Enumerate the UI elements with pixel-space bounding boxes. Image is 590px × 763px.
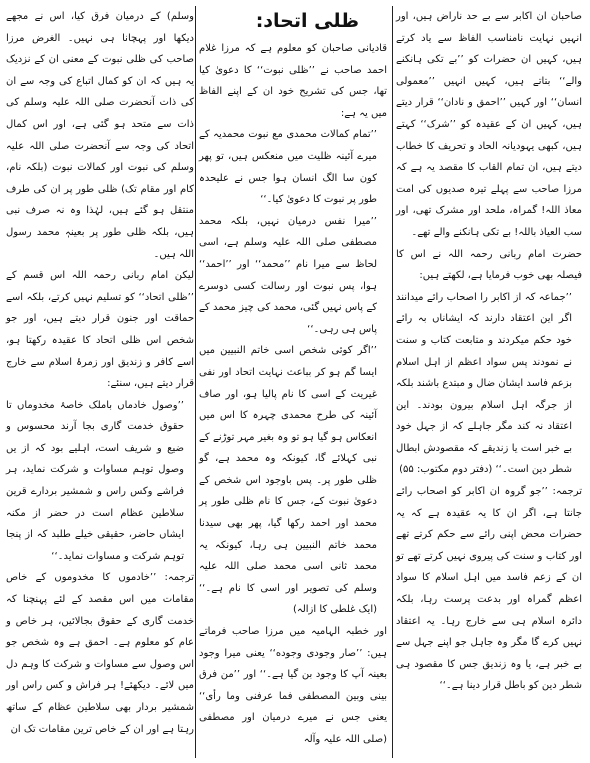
persian-quote: ’’وصول خادماں باملک خاصۂ مخدوماں تا حقوق خدمت گاری بجا آرند محسوس و ضیع و شریف است، اہلیے بود کہ از یں وصول توہم مساوات و شرکت نماید، ہر فراشے وکس راس و شمشیر بردارے قرین سلاطین عظام است در حضر از مکنہ ایشاں حاضر، حقیقی خیلے طلبد کہ از پنجا توہم شرکت و مساوات نماید۔‘‘: [6, 399, 184, 562]
translation: ترجمہ: ’’خادموں کا مخدوموں کے خاص مقامات میں اس مقصد کے لئے پہنچنا کہ خدمت گاری کے حقوق بجالائیں، ہر خاص و عام کو معلوم ہے۔ احمق ہے وہ شخص جو اس وصول سے مساوات و شرکت کا وہم دل میں لائے۔ دیکھئے! ہر فراش و کس راس اور شمشیر بردار بھی سلاطین عظام کے ساتھ رہتا ہے اور ان کے خاص ترین مقامات تک ان: [6, 572, 194, 735]
paragraph: قادیانی صاحبان کو معلوم ہے کہ مرزا غلام احمد صاحب نے ’’ظلی نبوت‘‘ کا دعویٰ کیا تھا، جس کی تشریح خود ان کے اپنے الفاظ میں یہ ہے:: [199, 43, 387, 119]
left-column: [6, 6, 194, 740]
persian-quote: ’’جماعہ کہ از اکابر را اصحاب رائے میدانند اگر این اعتقاد دارند کہ ایشاناں بہ رائے خود حکم میکردند و متابعت کتاب و سنت نے نمودند پس سواد اعظم از اہل اسلام بزعم فاسد ایشان ضال و مبتدع باشند بلکہ از جرگہ اہل اسلام بیرون بودند۔ این اعتقاد نہ کند مگر جاہلے کہ از جہل خود بے خبر است یا زندیقے کہ مقصودش ابطال شطر دین است۔‘‘ (دفتر دوم مکتوب: ۵۵): [396, 291, 572, 476]
right-column: [396, 6, 582, 697]
translation: ترجمہ: ’’جو گروہ ان اکابر کو اصحاب رائے جانتا ہے، اگر ان کا یہ عقیدہ ہے کہ یہ حضرات محض اپنی رائے سے حکم کرتے تھے اور کتاب و سنت کی پیروی نہیں کرتے تھے تو ان کے زعم فاسد میں اہل اسلام کا سواد اعظم گمراہ اور بدعت پرست رہا، بلکہ دائرہ اسلام ہی سے خارج رہا۔ یہ اعتقاد نہیں کرے گا مگر وہ جاہل جو اپنے جہل سے بے خبر ہے، یا وہ زندیق جس کا مقصود ہی شطر دین کو باطل قرار دینا ہے۔‘‘: [396, 486, 582, 692]
column-divider: [195, 6, 196, 758]
column-divider: [392, 6, 393, 758]
paragraph: صاحبان ان اکابر سے بے حد ناراض ہیں، اور انہیں نہایت نامناسب الفاظ سے یاد کرتے ہیں، کہیں ان حضرات کو ’’بے تکی ہانکنے والے‘‘ بتاتے ہیں، کہیں انہیں ’’معمولی انسان‘‘ اور کہیں ’’احمق و نادان‘‘ قرار دیتے ہیں، کہیں ان کے عقیدہ کو ’’شرک‘‘ کہتے ہیں، کبھی یہودیانہ الحاد و تحریف کا خطاب دیتے ہیں، ان تمام القاب کا مقصد یہ ہے کہ مرزا صاحب سے پہلے تیرہ صدیوں کی امت معاذ اللہ! گمراہ، ملحد اور مشرک تھی، اور سب العیاذ باللہ! بے تکی ہانکنے والے تھے۔: [396, 11, 582, 238]
middle-column: [199, 6, 387, 751]
block-quote: ’’تمام کمالات محمدی مع نبوت محمدیہ کے میرے آئینہ ظلیت میں منعکس ہیں، تو پھر کون سا الگ انسان ہوا جس نے علیحدہ طور پر نبوت کا دعویٰ کیا۔‘‘: [199, 129, 377, 206]
paragraph: وسلم) کے درمیان فرق کیا، اس نے مجھے دیکھا اور پہچانا ہی نہیں۔ الغرض مرزا صاحب کی ظلی نبوت کے معنی ان کے نزدیک یہ ہیں کہ ان کو کمال اتباع کی وجہ سے ان کی ذات آنحضرت صلی اللہ علیہ وسلم کی ذات سے متحد ہو گئی ہے، اور اس کمال اتحاد کی وجہ سے آنحضرت صلی اللہ علیہ وسلم کی نبوت اور کمالات نبوت (بلکہ نام، کام اور مقام تک) ظلی طور پر ان کی طرف منتقل ہو گئے ہیں، لہٰذا وہ نہ صرف نبی ہیں، بلکہ ظلی طور پر بعینہٖ محمد رسول اللہ ہیں۔: [6, 11, 194, 260]
paragraph: حضرت امام ربانی رحمہ اللہ نے اس کا فیصلہ بھی خوب فرمایا ہے، لکھتے ہیں:: [396, 248, 582, 282]
block-quote: ’’میرا نفس درمیان نہیں، بلکہ محمد مصطفی صلی اللہ علیہ وسلم ہے، اسی لحاظ سے میرا نام ’’محمد‘‘ اور ’’احمد‘‘ ہوا، پس نبوت اور رسالت کسی دوسرے کے پاس نہیں گئی، محمد کی چیز محمد کے پاس ہی رہی۔‘‘: [199, 215, 377, 335]
paragraph: اور خطبہ الہامیہ میں مرزا صاحب فرماتے ہیں: ’’صار وجودی وجوده‘‘ یعنی میرا وجود بعینہ آپ کا وجود بن گیا ہے۔‘‘ اور ’’من فرق بینی وبین المصطفی فما عرفنی وما رأی‘‘ یعنی جس نے میرے درمیان اور مصطفی (صلی اللہ علیہ وآلہ: [199, 626, 387, 745]
paragraph: لیکن امام ربانی رحمہ اللہ اس قسم کے ’’ظلی اتحاد‘‘ کو تسلیم نہیں کرتے، بلکہ اسے حماقت اور جنون قرار دیتے ہیں، اور جو شخص اس ظلی اتحاد کا عقیدہ رکھتا ہو، اسے کافر و زندیق اور زمرۂ اسلام سے خارج قرار دیتے ہیں، سنئے:: [6, 270, 194, 390]
section-heading: ظلی اتحاد:: [255, 10, 359, 32]
block-quote: ’’اگر کوئی شخص اسی خاتم النبیین میں ایسا گم ہو کر بباعث نہایت اتحاد اور نفی غیریت کے اسی کا نام پالیا ہو، اور صاف آئینہ کی طرح محمدی چہرہ کا اس میں انعکاس ہو گیا ہو تو وہ بغیر مہر توڑنے کے نبی کہلائے گا، کیونکہ وہ محمد ہے، گو ظلی طور پر۔ پس باوجود اس شخص کے دعویٰ نبوت کے، جس کا نام ظلی طور پر محمد اور احمد رکھا گیا، پھر بھی سیدنا محمد خاتم النبیین ہی رہا، کیونکہ یہ محمد ثانی اسی محمد صلی اللہ علیہ وسلم کی تصویر اور اسی کا نام ہے۔‘‘ (ایک غلطی کا ازالہ): [199, 345, 377, 616]
